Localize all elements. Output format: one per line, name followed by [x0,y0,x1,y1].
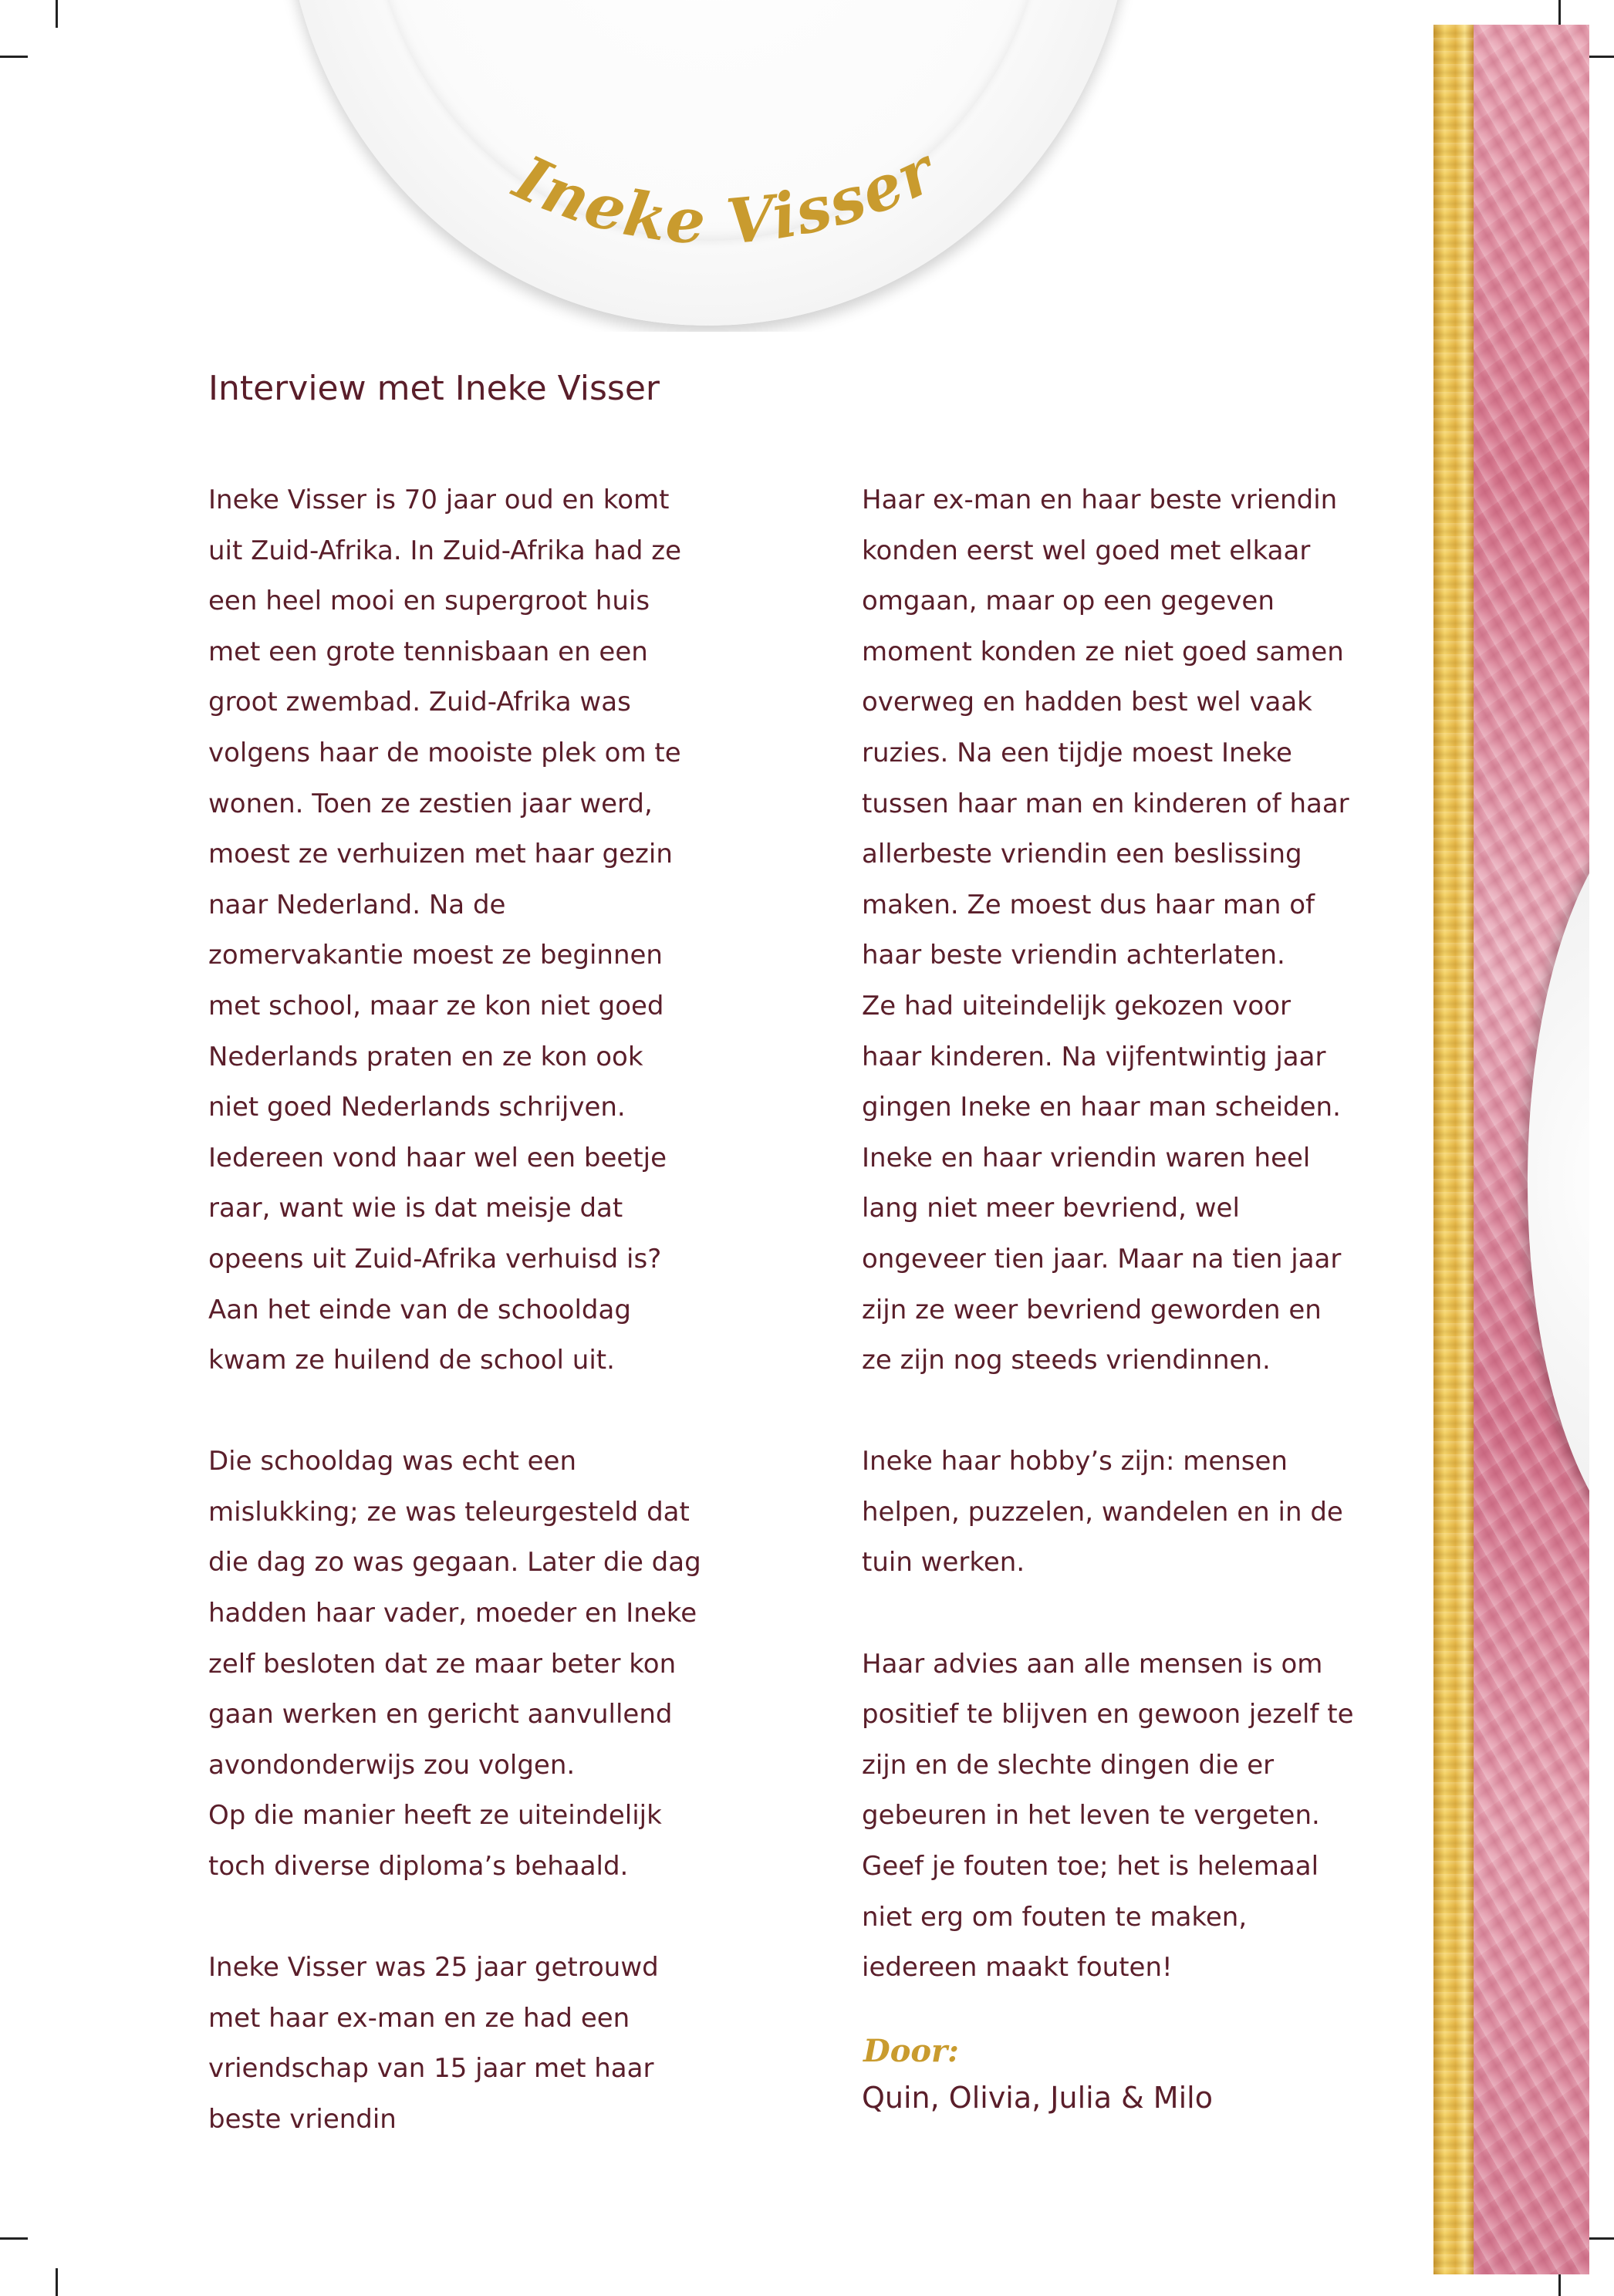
text-line: overweg en hadden best wel vaak [862,687,1312,718]
paragraph-gap [208,1893,810,1943]
text-line: beste vriendin [208,2104,397,2135]
text-line: zijn en de slechte dingen die er [862,1749,1275,1781]
text-line: niet erg om fouten te maken, [862,1901,1248,1933]
paragraph-gap [862,1589,1417,1639]
text-line: konden eerst wel goed met elkaar [862,535,1311,566]
text-line: Ineke haar hobby’s zijn: mensen [862,1446,1288,1477]
text-line: Ineke Visser is 70 jaar oud en komt [208,485,670,515]
paragraph-gap [208,1386,810,1437]
text-line: ruzies. Na een tijdje moest Ineke [862,737,1292,768]
text-line: tuin werken. [862,1547,1025,1578]
page-title: Interview met Ineke Visser [208,369,660,408]
paragraph-gap [862,1994,1417,2024]
text-line: ze zijn nog steeds vriendinnen. [862,1345,1271,1376]
paragraph [862,1437,1417,1589]
text-line: naar Nederland. Na de [208,889,506,920]
text-line: gaan werken en gericht aanvullend [208,1699,673,1730]
text-line: maken. Ze moest dus haar man of [862,889,1315,920]
text-line: Geef je fouten toe; het is helemaal [862,1851,1319,1882]
byline [862,2024,1417,2122]
text-line: Ineke en haar vriendin waren heel [862,1142,1311,1173]
text-line: raar, want wie is dat meisje dat [208,1193,623,1224]
byline-names: Quin, Olivia, Julia & Milo [862,2081,1213,2115]
paragraph-gap [862,1386,1417,1437]
text-line: met een grote tennisbaan en een [208,636,648,667]
paragraph [208,1943,810,2145]
paragraph [862,1639,1417,1994]
paragraph [208,1437,810,1892]
text-line: wonen. Toen ze zestien jaar werd, [208,788,653,819]
text-line: positief te blijven en gewoon jezelf te [862,1699,1354,1730]
text-line: die dag zo was gegaan. Later die dag [208,1547,701,1578]
crop-mark [56,2268,58,2296]
text-line: Iedereen vond haar wel een beetje [208,1142,667,1173]
text-line: avondonderwijs zou volgen. [208,1749,576,1781]
text-line: Die schooldag was echt een [208,1446,577,1477]
byline-label: Door: [863,2032,959,2069]
text-line: kwam ze huilend de school uit. [208,1345,615,1376]
crop-mark [1558,0,1561,28]
text-line: met school, maar ze kon niet goed [208,990,664,1021]
article-left-column [208,475,810,2146]
text-line: omgaan, maar op een gegeven [862,586,1275,617]
text-line: Haar ex-man en haar beste vriendin [862,485,1338,515]
text-line: helpen, puzzelen, wandelen en in de [862,1496,1343,1528]
paragraph [208,475,810,1386]
text-line: Op die manier heeft ze uiteindelijk [208,1800,662,1832]
text-line: vriendschap van 15 jaar met haar [208,2053,654,2085]
text-line: opeens uit Zuid-Afrika verhuisd is? [208,1243,662,1275]
text-line: moest ze verhuizen met haar gezin [208,839,673,870]
crop-mark [0,2237,28,2240]
plate-signature: Ineke Visser [504,133,947,258]
text-line: allerbeste vriendin een beslissing [862,839,1302,870]
text-line: toch diverse diploma’s behaald. [208,1851,629,1882]
plate-illustration [262,0,1157,332]
text-line: een heel mooi en supergroot huis [208,586,650,617]
text-line: haar beste vriendin achterlaten. [862,940,1285,971]
byline-label-wrap [862,2024,1417,2075]
article-right-column [862,475,1417,2121]
text-line: mislukking; ze was teleurgesteld dat [208,1496,690,1528]
text-line: gingen Ineke en haar man scheiden. [862,1092,1341,1123]
crop-mark [1586,56,1614,58]
pink-fur-background [1474,25,1589,2274]
text-line: ongeveer tien jaar. Maar na tien jaar [862,1243,1342,1275]
crop-mark [56,0,58,28]
text-line: uit Zuid-Afrika. In Zuid-Afrika had ze [208,535,681,566]
paragraph [862,475,1417,1386]
text-line: gebeuren in het leven te vergeten. [862,1800,1320,1832]
text-line: groot zwembad. Zuid-Afrika was [208,687,631,718]
gold-foil-texture [1433,25,1474,2274]
text-line: hadden haar vader, moeder en Ineke [208,1598,697,1629]
byline-label-art [862,2028,1016,2074]
text-line: moment konden ze niet goed samen [862,636,1344,667]
text-line: niet goed Nederlands schrijven. [208,1092,626,1123]
text-line: volgens haar de mooiste plek om te [208,737,681,768]
text-line: lang niet meer bevriend, wel [862,1193,1240,1224]
text-line: Ze had uiteindelijk gekozen voor [862,990,1291,1021]
text-line: Haar advies aan alle mensen is om [862,1648,1323,1680]
plate-signature-art [262,0,1157,332]
text-line: Ineke Visser was 25 jaar getrouwd [208,1952,659,1984]
text-line: iedereen maakt fouten! [862,1952,1173,1984]
text-line: zelf besloten dat ze maar beter kon [208,1648,677,1680]
text-line: met haar ex-man en ze had een [208,2002,630,2034]
crop-mark [0,56,28,58]
text-line: tussen haar man en kinderen of haar [862,788,1349,819]
text-line: haar kinderen. Na vijfentwintig jaar [862,1041,1326,1072]
text-line: Nederlands praten en ze kon ook [208,1041,643,1072]
text-line: zijn ze weer bevriend geworden en [862,1294,1322,1325]
crop-mark [1586,2237,1614,2240]
text-line: Aan het einde van de schooldag [208,1294,631,1325]
text-line: zomervakantie moest ze beginnen [208,940,663,971]
